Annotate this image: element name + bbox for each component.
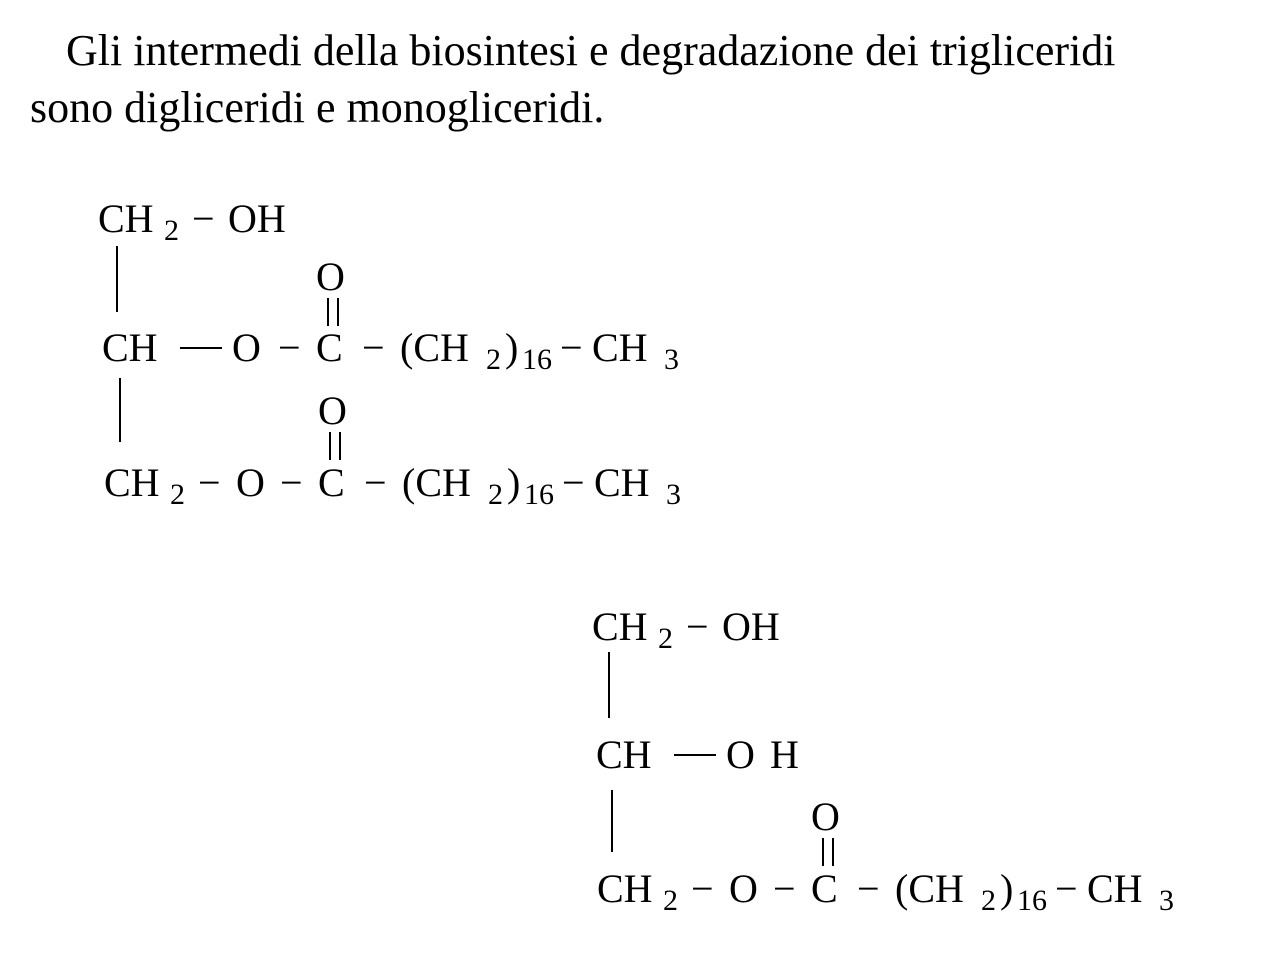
monoglyceride-ester-chain-close: ) [1000,866,1014,911]
monoglyceride-c1-ch: CH [592,604,648,649]
diglyceride-ester1-chain-sub2: 2 [486,343,501,376]
diglyceride-c3-ch: CH [104,460,160,505]
diglyceride-ester2-ch3: CH [594,460,650,505]
intro-line-2: sono digliceridi e monogliceridi. [30,83,605,132]
monoglyceride-ester-dash-2: − [857,866,880,911]
diglyceride-ester2-dash-2: − [364,460,387,505]
intro-line-1: Gli intermedi della biosintesi e degradazione dei trigliceridi [66,26,1116,75]
diglyceride-ester1-sub3: 3 [664,343,679,376]
diglyceride-ester2-chain-sub2: 2 [488,478,503,511]
diglyceride-ester1-ch3: CH [592,325,648,370]
diglyceride-c2-ch: CH [102,325,158,370]
monoglyceride-c2-ch: CH [596,732,652,777]
diglyceride-ester1-dash-2: − [362,325,385,370]
diglyceride-ester1-dash-3: − [560,325,583,370]
diglyceride-c1-ch: CH [98,196,154,241]
diglyceride-c1-sub2: 2 [164,214,179,247]
monoglyceride-ester-chain-open: (CH [895,866,964,911]
diglyceride-ester2-carbonyl-o: O [318,388,347,433]
intro-paragraph [30,22,1230,136]
diglyceride-ester2-o: O [236,460,265,505]
monoglyceride-c1-dash: − [686,604,709,649]
diglyceride-ester1-c: C [316,325,343,370]
diglyceride-ester2-chain-sub16: 16 [524,478,554,511]
monoglyceride-c1-sub2: 2 [658,622,673,655]
diglyceride-ester1-chain-sub16: 16 [522,343,552,376]
monoglyceride-c3-sub2: 2 [663,884,678,917]
monoglyceride-ester-c: C [811,866,838,911]
monoglyceride-ester-dash-0: − [691,866,714,911]
diglyceride-ester2-dash-3: − [562,460,585,505]
diglyceride-ester2-dash-1: − [280,460,303,505]
diglyceride-ester1-chain-close: ) [505,325,519,370]
diglyceride-ester2-chain-close: ) [507,460,521,505]
diglyceride-ester1-dash-1: − [278,325,301,370]
monoglyceride-ester-carbonyl-o: O [811,794,840,839]
monoglyceride-ester-chain-sub16: 16 [1017,884,1047,917]
monoglyceride-c3-ch: CH [597,866,653,911]
monoglyceride-c2-o: O [726,732,755,777]
diglyceride-ester2-dash-0: − [198,460,221,505]
monoglyceride-ester-dash-1: − [773,866,796,911]
monoglyceride-c2-h: H [770,732,799,777]
monoglyceride-ester-o: O [729,866,758,911]
diglyceride-ester2-c: C [318,460,345,505]
diglyceride-ester2-chain-open: (CH [402,460,471,505]
diglyceride-ester2-sub3: 3 [666,478,681,511]
diglyceride-ester1-chain-open: (CH [400,325,469,370]
monoglyceride-ester-ch3: CH [1087,866,1143,911]
monoglyceride-ester-dash-3: − [1055,866,1078,911]
diglyceride-ester1-carbonyl-o: O [316,254,345,299]
diglyceride-ester1-o: O [232,325,261,370]
monoglyceride-ester-sub3: 3 [1159,884,1174,917]
diglyceride-c1-dash: − [192,196,215,241]
monoglyceride-c1-oh: OH [722,604,780,649]
diglyceride-c3-sub2: 2 [170,478,185,511]
monoglyceride-ester-chain-sub2: 2 [981,884,996,917]
diglyceride-c1-oh: OH [228,196,286,241]
